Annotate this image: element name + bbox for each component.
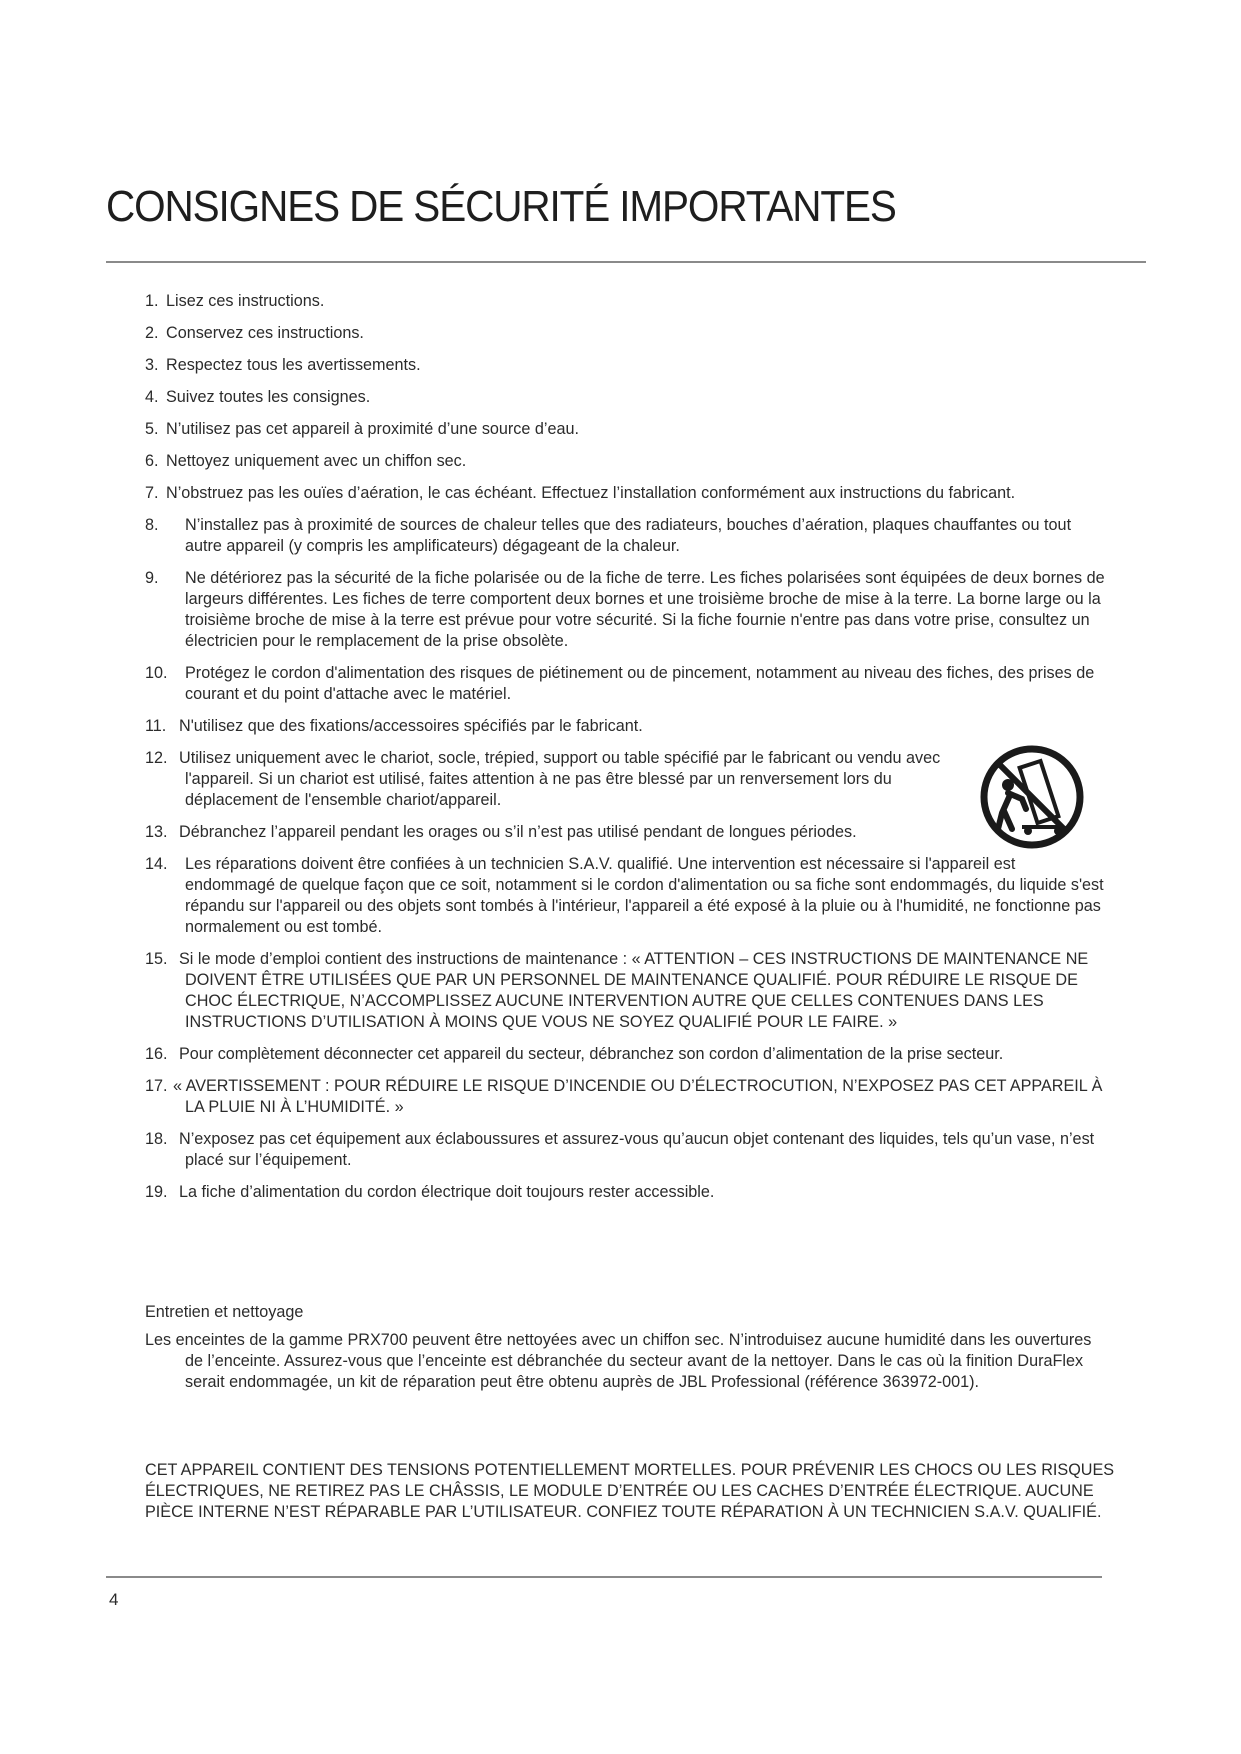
electrical-warning: CET APPAREIL CONTIENT DES TENSIONS POTENTIELLEMENT MORTELLES. POUR PRÉVENIR LES CHOCS OU LES RISQUES ÉLECTRIQUES, NE RETIREZ PAS LE CHÂSSIS, LE MODULE D’ENTRÉE OU LES CACHES D’ENTRÉE ÉLECTRIQUE. AUCUNE PIÈCE INTERNE N’EST RÉPARABLE PAR L’UTILISATEUR. CONFIEZ TOUTE RÉPARATION À UN TECHNICIEN S.A.V. QUALIFIÉ.	[145, 1461, 1115, 1521]
cart-tip-over-warning-icon	[978, 743, 1086, 851]
list-item: 14. Les réparations doivent être confiées à un technicien S.A.V. qualifié. Une intervention est nécessaire si l'appareil est endommagé de quelque façon que ce soit, notamment si le cordon d'alimentation ou sa fiche sont endommagés, du liquide s'est répandu sur l'appareil ou des objets sont tombés à l'intérieur, l'appareil a été exposé à la pluie ou à l'humidité, ne fonctionne pas normalement ou est tombé.	[145, 855, 1104, 936]
list-item: 2. Conservez ces instructions.	[145, 324, 364, 342]
list-item: 17. « AVERTISSEMENT : POUR RÉDUIRE LE RISQUE D’INCENDIE OU D’ÉLECTROCUTION, N’EXPOSEZ PAS CET APPAREIL À LA PLUIE NI À L’HUMIDITÉ. »	[145, 1077, 1103, 1116]
list-item: 12. Utilisez uniquement avec le chariot, socle, trépied, support ou table spécifié par le fabricant ou vendu avec l'appareil. Si un chariot est utilisé, faites attention à ne pas être blessé par un renversement lors du déplacement de l'ensemble chariot/appareil.	[145, 749, 941, 809]
maintenance-paragraph: Les enceintes de la gamme PRX700 peuvent être nettoyées avec un chiffon sec. N’introduisez aucune humidité dans les ouvertures de l’enceinte. Assurez-vous que l’enceinte est débranchée du secteur avant de la nettoyer. Dans le cas où la finition DuraFlex serait endommagée, un kit de réparation peut être obtenu auprès de JBL Professional (référence 363972-001).	[145, 1331, 1092, 1391]
list-item: 8. N’installez pas à proximité de sources de chaleur telles que des radiateurs, bouches d’aération, plaques chauffantes ou tout autre appareil (y compris les amplificateurs) dégageant de la chaleur.	[145, 516, 1072, 555]
page-title: CONSIGNES DE SÉCURITÉ IMPORTANTES	[106, 182, 896, 231]
list-item: 13. Débranchez l’appareil pendant les orages ou s’il n’est pas utilisé pendant de longues périodes.	[145, 823, 857, 841]
list-item: 5. N’utilisez pas cet appareil à proximité d’une source d’eau.	[145, 420, 580, 438]
list-item: 3. Respectez tous les avertissements.	[145, 356, 421, 374]
page-number: 4	[109, 1590, 119, 1609]
list-item: 6. Nettoyez uniquement avec un chiffon sec.	[145, 452, 467, 470]
safety-instructions-list	[145, 291, 1105, 1214]
bottom-divider	[106, 1576, 1102, 1578]
maintenance-body	[145, 1330, 1105, 1393]
list-item: 19. La fiche d’alimentation du cordon électrique doit toujours rester accessible.	[145, 1183, 715, 1201]
list-item: 1. Lisez ces instructions.	[145, 292, 325, 310]
list-item: 10. Protégez le cordon d'alimentation des risques de piétinement ou de pincement, notamment au niveau des fiches, des prises de courant et du point d'attache avec le matériel.	[145, 664, 1095, 703]
list-item: 16. Pour complètement déconnecter cet appareil du secteur, débranchez son cordon d’alimentation de la prise secteur.	[145, 1045, 1004, 1063]
top-divider	[106, 261, 1146, 263]
list-item: 15. Si le mode d’emploi contient des instructions de maintenance : « ATTENTION – CES INSTRUCTIONS DE MAINTENANCE NE DOIVENT ÊTRE UTILISÉES QUE PAR UN PERSONNEL DE MAINTENANCE QUALIFIÉ. POUR RÉDUIRE LE RISQUE DE CHOC ÉLECTRIQUE, N’ACCOMPLISSEZ AUCUNE INTERVENTION AUTRE QUE CELLES CONTENUES DANS LES INSTRUCTIONS D’UTILISATION À MOINS QUE VOUS NE SOYEZ QUALIFIÉ POUR LE FAIRE. »	[145, 950, 1089, 1031]
list-item: 9. Ne détériorez pas la sécurité de la fiche polarisée ou de la fiche de terre. Les fiches polarisées sont équipées de deux bornes de largeurs différentes. Les fiches de terre comportent deux bornes et une troisième broche de mise à la terre. La borne large ou la troisième broche de mise à la terre est prévue pour votre sécurité. Si la fiche fournie n'entre pas dans votre prise, consultez un électricien pour le remplacement de la prise obsolète.	[145, 569, 1105, 650]
maintenance-heading: Entretien et nettoyage	[145, 1303, 304, 1321]
list-item: 4. Suivez toutes les consignes.	[145, 388, 371, 406]
list-item: 11. N'utilisez que des fixations/accessoires spécifiés par le fabricant.	[145, 717, 643, 735]
list-item: 18. N’exposez pas cet équipement aux éclaboussures et assurez-vous qu’aucun objet contenant des liquides, tels qu’un vase, n’est placé sur l’équipement.	[145, 1130, 1095, 1169]
list-item: 7. N’obstruez pas les ouïes d’aération, le cas échéant. Effectuez l’installation conformément aux instructions du fabricant.	[145, 484, 1016, 502]
